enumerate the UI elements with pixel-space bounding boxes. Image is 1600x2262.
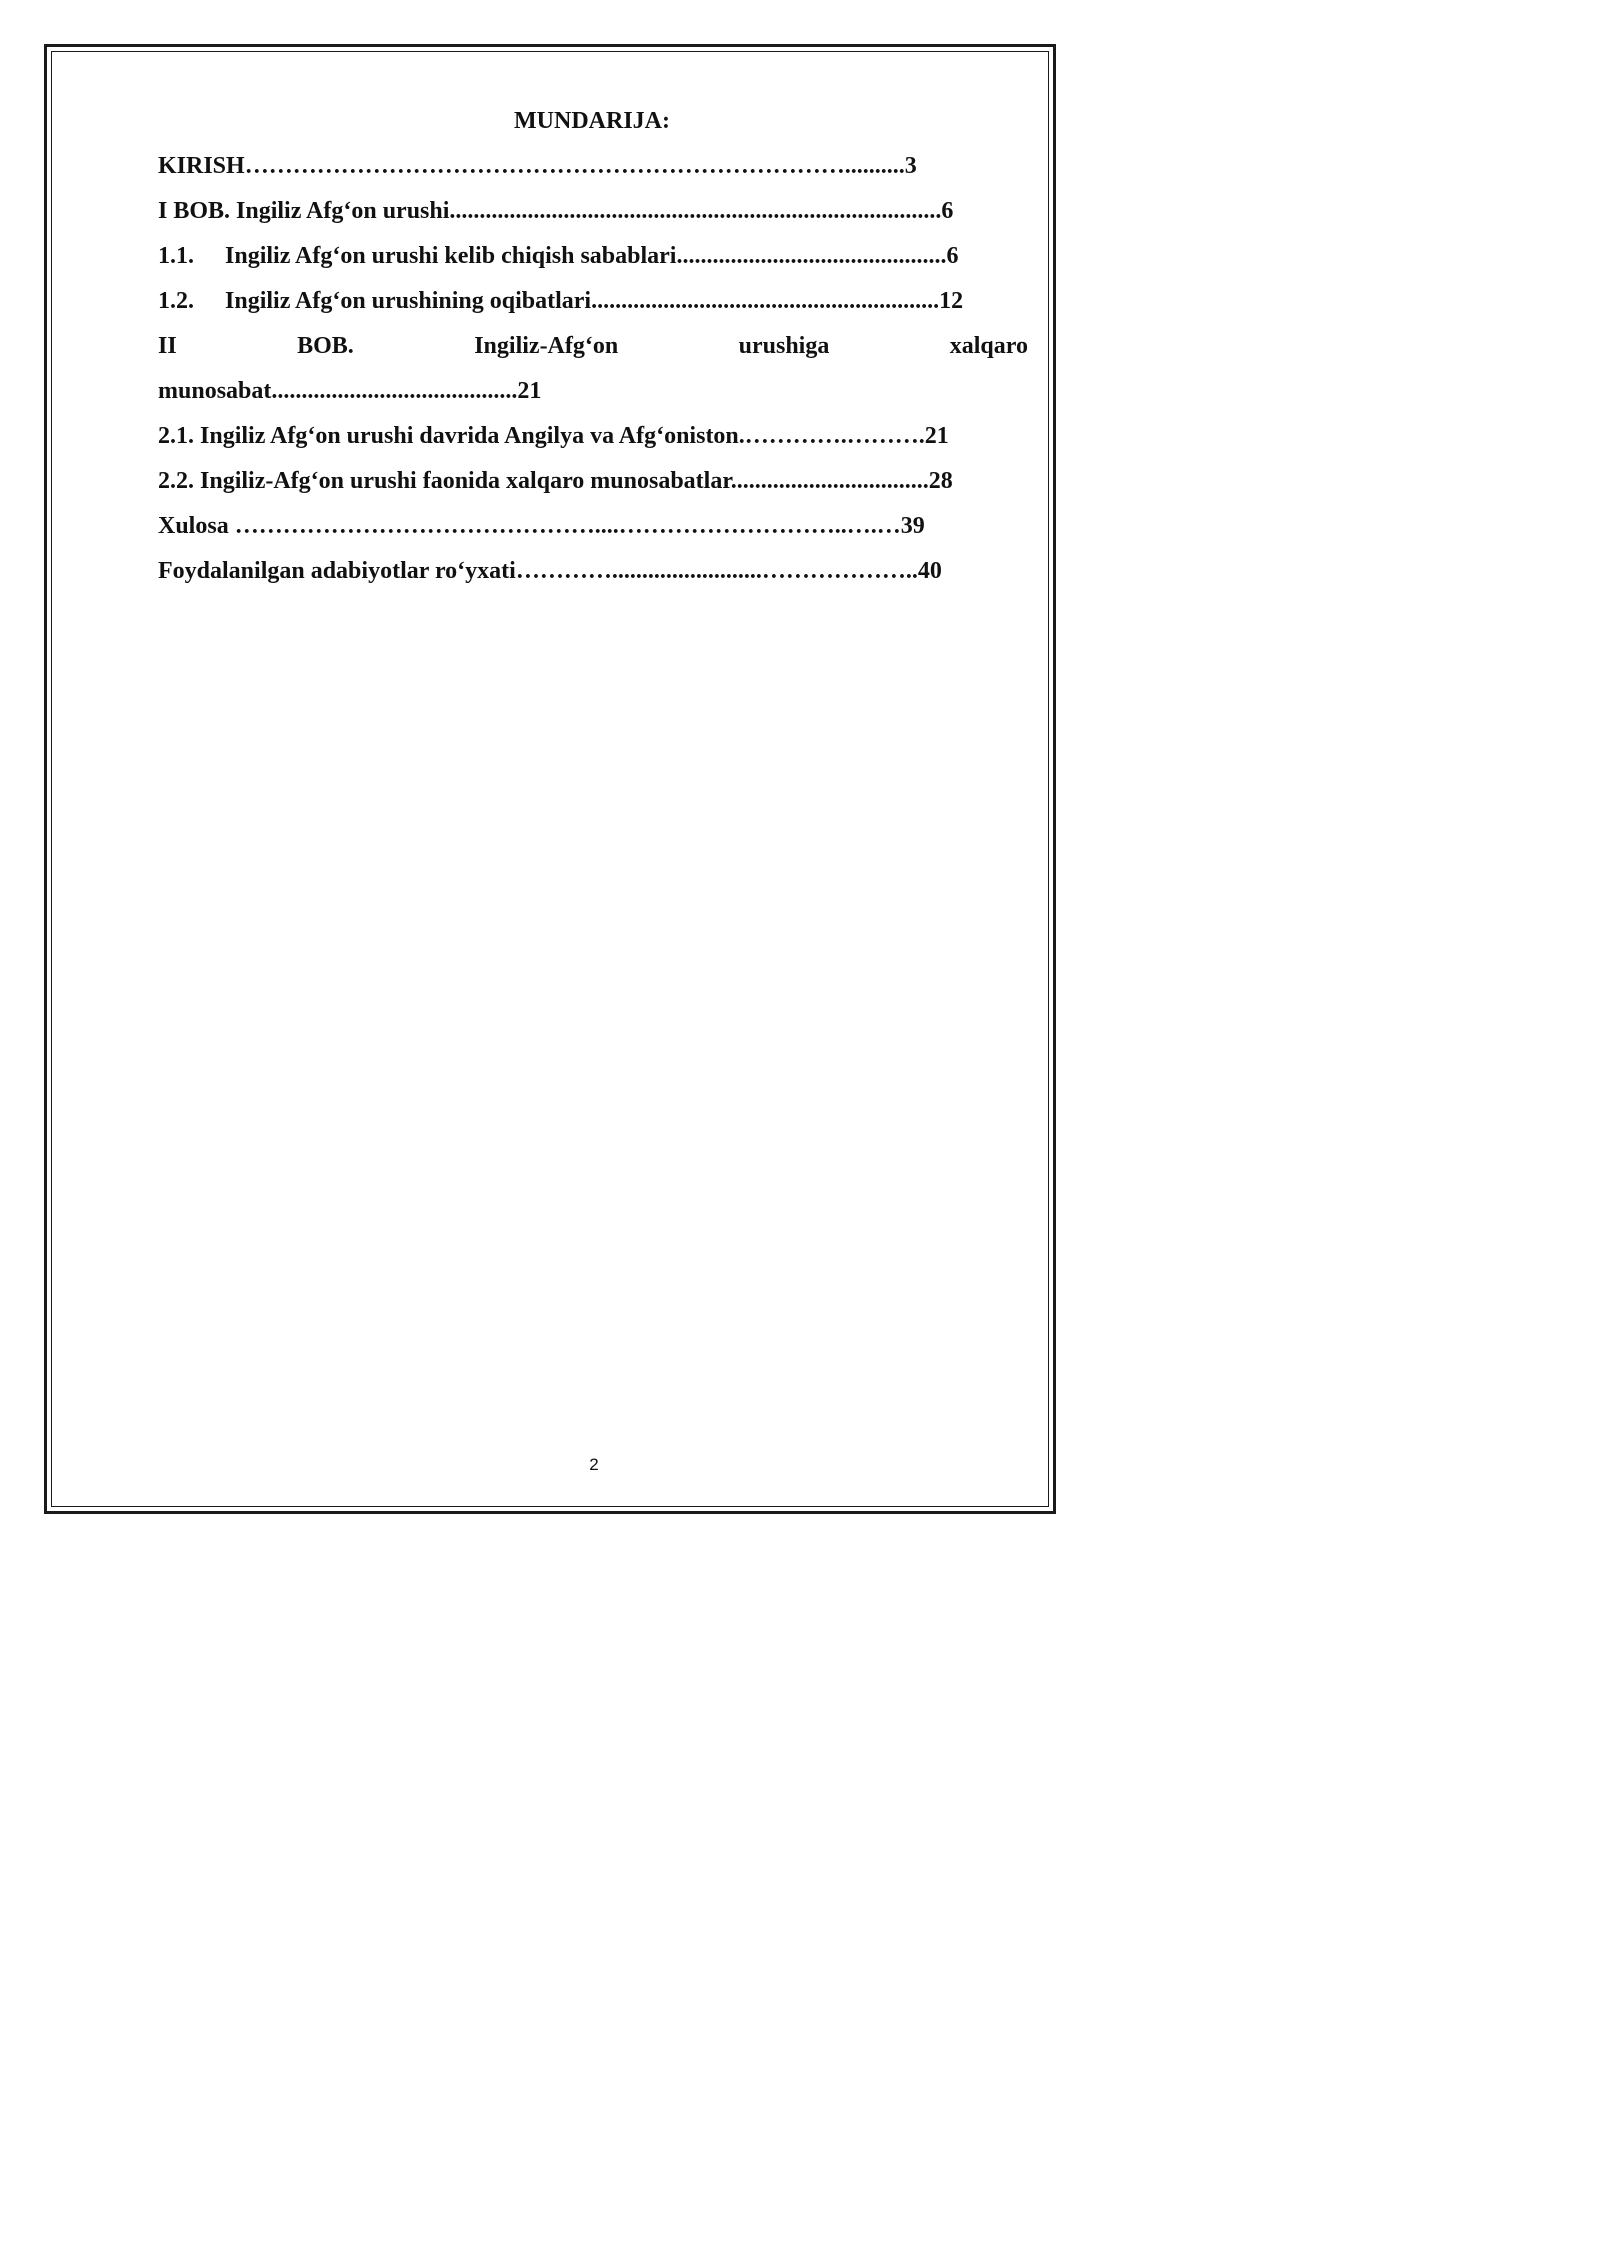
toc-entry-2-1: 2.1. Ingiliz Afg‘on urushi davrida Angilya va Afg‘oniston.………….……….21 — [158, 423, 949, 449]
toc-entry-1-2 — [158, 283, 963, 319]
toc-entry-text: Ingiliz Afg‘on urushi kelib chiqish sabablari.............................................6 — [225, 243, 959, 269]
toc-title: MUNDARIJA: — [514, 108, 670, 134]
toc-entry-bob2-line1 — [158, 328, 1028, 364]
toc-entry-number: 1.2. — [158, 288, 194, 314]
toc-entry-1-1 — [158, 238, 958, 274]
toc-word: II — [158, 333, 177, 359]
toc-entry-number: 1.1. — [158, 243, 194, 269]
toc-entry-bob1: I BOB. Ingiliz Afg‘on urushi..................................................................................6 — [158, 198, 954, 224]
toc-entry-kirish: KIRISH…………………………………………………………………..........3 — [158, 153, 917, 179]
page-number: 2 — [589, 1455, 599, 1474]
toc-entry-adabiyotlar: Foydalanilgan adabiyotlar ro‘yxati………….........................………………..40 — [158, 558, 942, 584]
toc-word: xalqaro — [949, 333, 1028, 359]
toc-entry-text: Ingiliz Afg‘on urushining oqibatlari..........................................................12 — [225, 288, 964, 314]
toc-entry-bob2-line2: munosabat.........................................21 — [158, 378, 542, 404]
toc-word: BOB. — [297, 333, 354, 359]
toc-entry-2-2: 2.2. Ingiliz-Afg‘on urushi faonida xalqaro munosabatlar.................................28 — [158, 468, 953, 494]
toc-entry-xulosa: Xulosa ………………………………………....………………………..….…39 — [158, 513, 925, 539]
toc-word: urushiga — [738, 333, 830, 359]
toc-word: Ingiliz-Afg‘on — [474, 333, 619, 359]
